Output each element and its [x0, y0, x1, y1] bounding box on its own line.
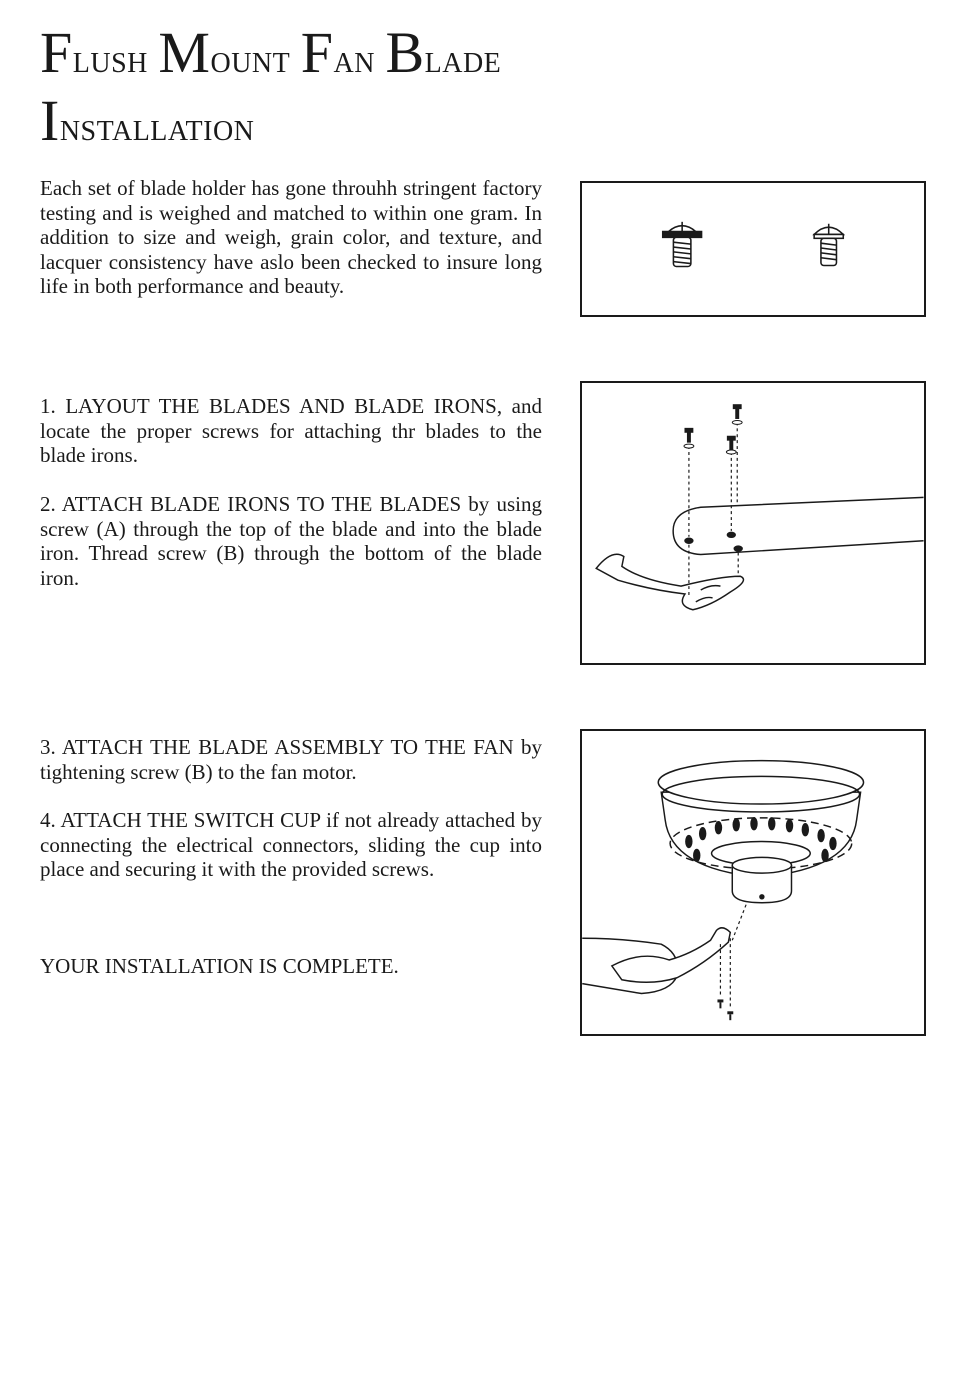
blade-shape	[673, 497, 923, 554]
page-title	[40, 22, 680, 158]
figure-fan-motor	[580, 729, 926, 1036]
blade-iron-shape	[596, 554, 743, 609]
step-1-text: 1. LAYOUT THE BLADES AND BLADE IRONS, and locate the proper screws for attaching thr blades to the blade irons.	[40, 394, 542, 467]
figure-blade-iron	[580, 381, 926, 665]
step-2-text: 2. ATTACH BLADE IRONS TO THE BLADES by using screw (A) through the top of the blade and into the blade iron. Thread screw (B) through the bottom of the blade iron.	[40, 492, 542, 590]
screw-icon	[717, 999, 733, 1020]
screw-pair-illustration	[582, 183, 924, 315]
title-word: Flush	[40, 20, 148, 85]
step-3-text: 3. ATTACH THE BLADE ASSEMBLY TO THE FAN by tightening screw (B) to the fan motor.	[40, 735, 542, 784]
intro-paragraph: Each set of blade holder has gone throuhh stringent factory testing and is weighed and matched to within one gram. In addition to size and weigh, grain color, and texture, and lacquer consistency have aslo been checked to insure long life in both performance and beauty.	[40, 176, 542, 298]
fan-motor-assembly-illustration	[582, 731, 924, 1034]
screw-icon	[684, 405, 742, 454]
screw-a-icon	[663, 222, 702, 267]
screw-b-icon	[814, 224, 843, 266]
figure-screws	[580, 181, 926, 317]
title-word: Mount	[158, 20, 291, 85]
title-word: Installation	[40, 88, 255, 153]
step-4-text: 4. ATTACH THE SWITCH CUP if not already attached by connecting the electrical connectors, sliding the cup into place and securing it with the provided screws.	[40, 808, 542, 881]
blade-and-blade-iron-illustration	[582, 383, 924, 663]
title-word: Fan	[300, 20, 375, 85]
title-word: Blade	[385, 20, 502, 85]
completion-text: YOUR INSTALLATION IS COMPLETE.	[40, 954, 399, 978]
